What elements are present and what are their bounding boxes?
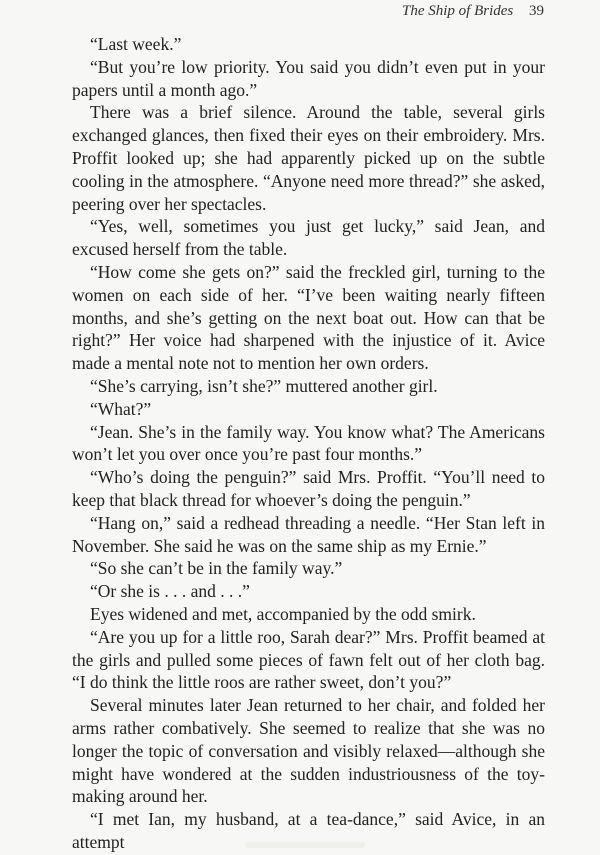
paragraph: “Or she is . . . and . . .” — [90, 581, 250, 602]
paragraph: Several minutes later Jean returned to her chair, and folded her arms rather combatively. She seemed to realize that she was no longer the topic of conversation and visibly relaxed—although she might have wondered at the sudden industriousness of the toy-making around her. — [72, 695, 545, 807]
paragraph: “Last week.” — [90, 34, 182, 54]
paragraph: “What?” — [90, 398, 152, 419]
paragraph: “Are you up for a little roo, Sarah dear?” Mrs. Proffit beamed at the girls and pulled some pieces of fawn felt out of her cloth bag. “I do think the little roos are rather sweet, don’t you?” — [72, 626, 545, 693]
paragraph: “Who’s doing the penguin?” said Mrs. Proffit. “You’ll need to keep that black thread for whoever’s doing the penguin.” — [72, 467, 545, 510]
paragraph: “How come she gets on?” said the freckled girl, turning to the women on each side of her. “I’ve been waiting nearly fifteen months, and she’s getting on the next boat out. How can that be right?” Her voice had sharpened with the injustice of it. Avice made a mental note not to mention her own orders. — [72, 261, 545, 374]
paragraph: Eyes widened and met, accompanied by the odd smirk. — [90, 603, 476, 624]
paragraph: “Hang on,” said a redhead threading a needle. “Her Stan left in November. She said he was on the same ship as my Ernie.” — [72, 512, 545, 556]
paragraph: “I met Ian, my husband, at a tea-dance,” said Avice, in an attempt — [72, 809, 545, 852]
paragraph: “But you’re low priority. You said you didn’t even put in your papers until a month ago.” — [72, 56, 545, 100]
bleed-through-mark — [245, 842, 365, 848]
paragraph: “Jean. She’s in the family way. You know what? The Americans won’t let you over once you’re past four months.” — [72, 421, 545, 465]
page-number: 39 — [529, 3, 544, 19]
paragraph: “Yes, well, sometimes you just get lucky,” said Jean, and excused herself from the table. — [72, 216, 545, 260]
body-text — [72, 33, 545, 854]
running-header — [402, 3, 544, 20]
paragraph: “She’s carrying, isn’t she?” muttered another girl. — [90, 375, 438, 396]
paragraph: There was a brief silence. Around the table, several girls exchanged glances, then fixed their eyes on their embroidery. Mrs. Proffit looked up; she had apparently picked up on the subtle cooling in the atmosphere. “Anyone need more thread?” she asked, peering over her spectacles. — [72, 102, 545, 214]
running-title: The Ship of Brides — [402, 3, 514, 19]
paragraph: “So she can’t be in the family way.” — [90, 558, 343, 579]
